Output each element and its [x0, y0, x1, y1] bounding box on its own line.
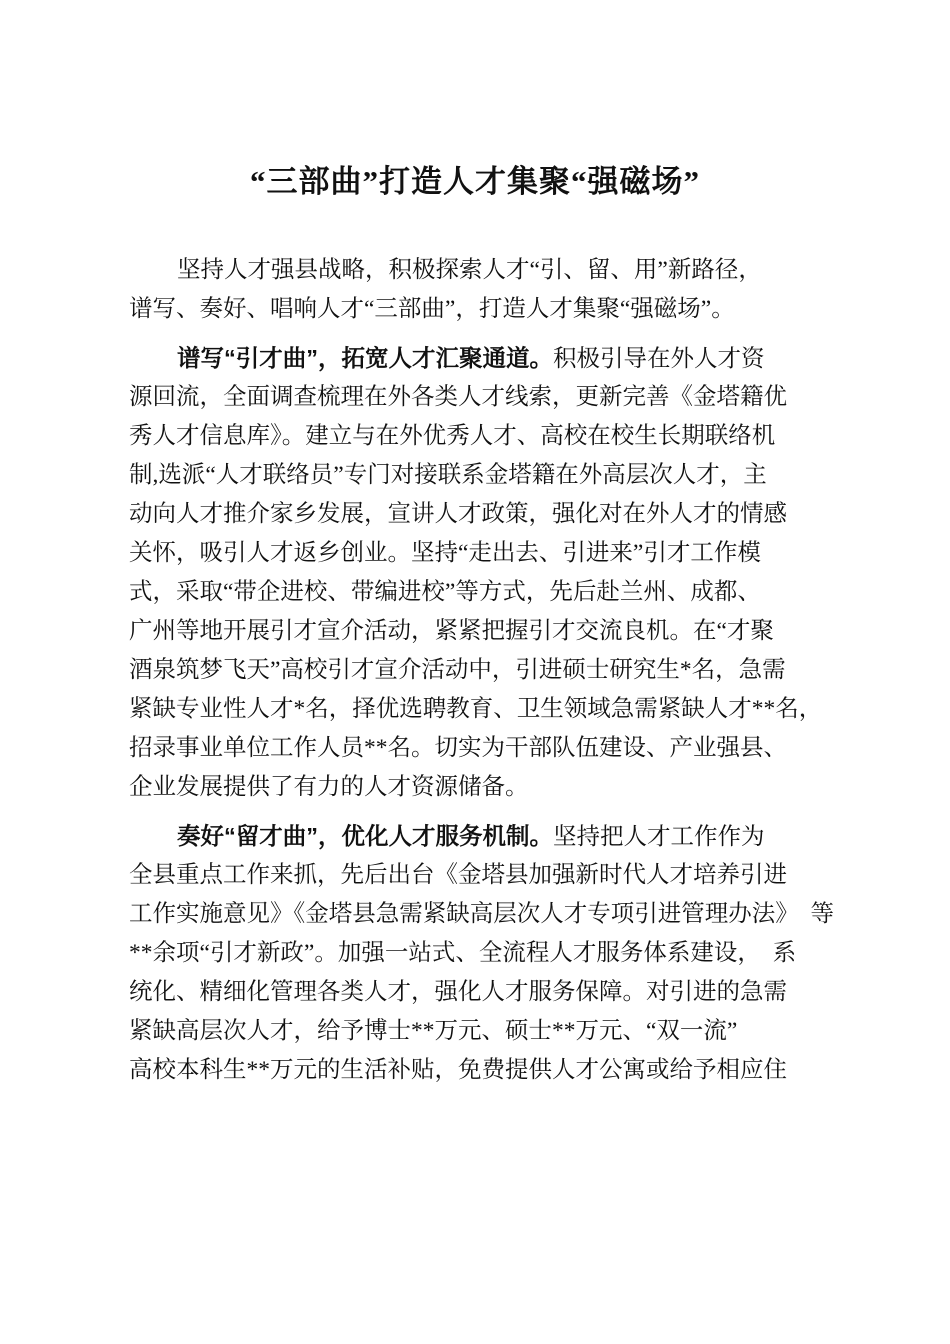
text-line: 工作实施意见》《金塔县急需紧缺高层次人才专项引进管理办法》 等	[129, 901, 834, 927]
section-heading: 奏好“留才曲”，优化人才服务机制。	[177, 823, 553, 849]
text-line: 统化、精细化管理各类人才，强化人才服务保障。对引进的急需	[129, 979, 787, 1005]
text-line: 广州等地开展引才宣介活动，紧紧把握引才交流良机。在“才聚	[129, 618, 774, 644]
text-line	[129, 339, 829, 378]
text-line: 动向人才推介家乡发展，宣讲人才政策，强化对在外人才的情感	[129, 501, 787, 527]
text-line: 紧缺高层次人才，给予博士**万元、硕士**万元、“双一流”	[129, 1018, 738, 1044]
intro-paragraph	[129, 251, 829, 329]
text-line: 谱写、奏好、唱响人才“三部曲”，打造人才集聚“强磁场”。	[129, 296, 735, 322]
text-line: 酒泉筑梦飞天”高校引才宣介活动中，引进硕士研究生*名，急需	[129, 657, 786, 683]
text-line: 式，采取“带企进校、带编进校”等方式，先后赴兰州、成都、	[129, 579, 761, 605]
text-line: 秀人才信息库》。建立与在外优秀人才、高校在校生长期联络机	[129, 423, 776, 449]
text-run: 坚持把人才工作作为	[553, 824, 765, 850]
recruit-paragraph	[129, 339, 829, 807]
text-line	[129, 817, 829, 856]
text-line: 源回流，全面调查梳理在外各类人才线索，更新完善《金塔籍优	[129, 384, 787, 410]
text-line: 招录事业单位工作人员**名。切实为干部队伍建设、产业强县、	[129, 735, 787, 761]
text-line: 制,选派“人才联络员”专门对接联系金塔籍在外高层次人才，主	[129, 462, 767, 488]
text-line: **余项“引才新政”。加强一站式、全流程人才服务体系建设， 系	[129, 940, 797, 966]
text-line: 紧缺专业性人才*名，择优选聘教育、卫生领域急需紧缺人才**名，	[129, 696, 823, 722]
text-line: 全县重点工作来抓，先后出台《金塔县加强新时代人才培养引进	[129, 862, 787, 888]
text-line: 坚持人才强县战略，积极探索人才“引、留、用”新路径，	[177, 257, 762, 283]
section-heading: 谱写“引才曲”，拓宽人才汇聚通道。	[177, 345, 553, 371]
text-run: 积极引导在外人才资	[553, 346, 765, 372]
document-body	[129, 251, 834, 1100]
text-line: 企业发展提供了有力的人才资源储备。	[129, 774, 529, 800]
text-line: 关怀，吸引人才返乡创业。坚持“走出去、引进来”引才工作模	[129, 540, 761, 566]
retain-paragraph	[129, 817, 834, 1090]
text-line: 高校本科生**万元的生活补贴，免费提供人才公寓或给予相应住	[129, 1057, 787, 1083]
document-title: “三部曲”打造人才集聚“强磁场”	[250, 164, 700, 199]
